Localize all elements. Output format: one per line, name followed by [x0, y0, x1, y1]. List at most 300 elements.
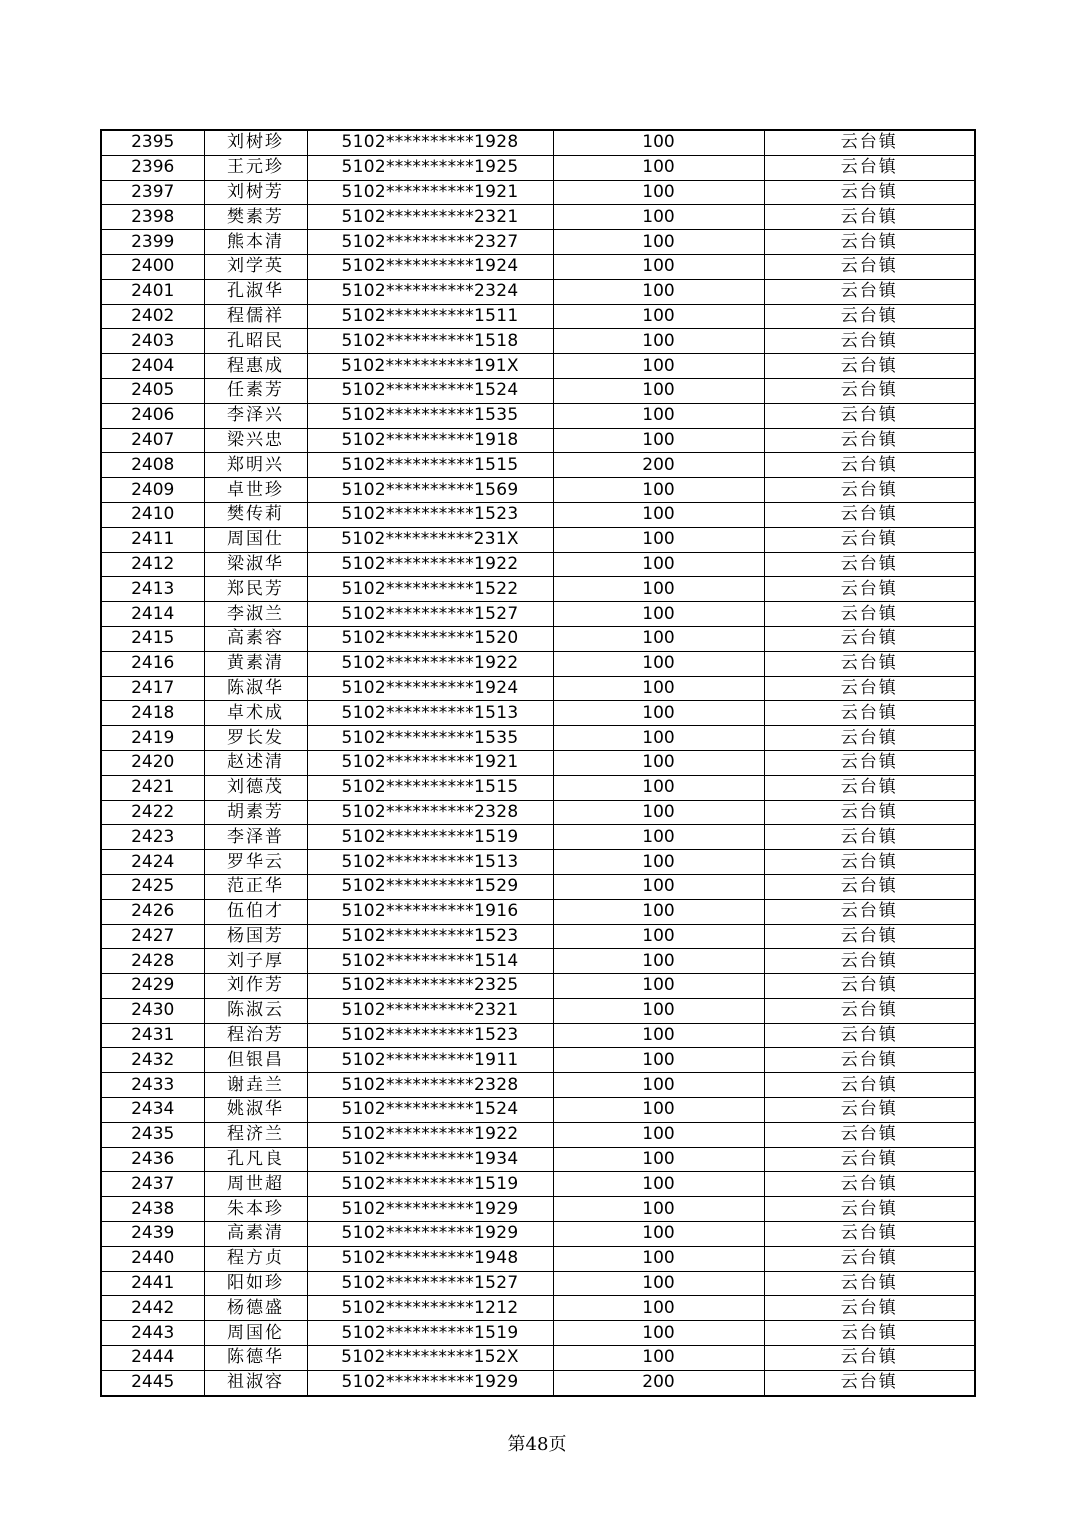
name-cell: 刘学英 — [204, 254, 307, 279]
row-number-cell: 2406 — [101, 403, 204, 428]
town-cell: 云台镇 — [764, 800, 975, 825]
id-number-cell: 5102**********1922 — [307, 651, 553, 676]
table-row — [101, 180, 975, 205]
name-cell: 任素芳 — [204, 378, 307, 403]
town-cell: 云台镇 — [764, 180, 975, 205]
name-cell: 梁淑华 — [204, 552, 307, 577]
id-number-cell: 5102**********2321 — [307, 205, 553, 230]
table-row — [101, 1346, 975, 1371]
town-cell: 云台镇 — [764, 279, 975, 304]
table-row — [101, 1370, 975, 1395]
name-cell: 郑民芳 — [204, 577, 307, 602]
row-number-cell: 2421 — [101, 775, 204, 800]
id-number-cell: 5102**********1527 — [307, 602, 553, 627]
row-number-cell: 2439 — [101, 1222, 204, 1247]
id-number-cell: 5102**********1916 — [307, 899, 553, 924]
id-number-cell: 5102**********1922 — [307, 1122, 553, 1147]
name-cell: 刘子厚 — [204, 949, 307, 974]
id-number-cell: 5102**********231X — [307, 527, 553, 552]
name-cell: 刘树珍 — [204, 130, 307, 155]
town-cell: 云台镇 — [764, 899, 975, 924]
town-cell: 云台镇 — [764, 254, 975, 279]
town-cell: 云台镇 — [764, 1246, 975, 1271]
amount-cell: 200 — [553, 453, 764, 478]
row-number-cell: 2414 — [101, 602, 204, 627]
row-number-cell: 2416 — [101, 651, 204, 676]
name-cell: 谢垚兰 — [204, 1073, 307, 1098]
name-cell: 胡素芳 — [204, 800, 307, 825]
id-number-cell: 5102**********1921 — [307, 180, 553, 205]
town-cell: 云台镇 — [764, 1023, 975, 1048]
town-cell: 云台镇 — [764, 329, 975, 354]
amount-cell: 100 — [553, 1098, 764, 1123]
row-number-cell: 2420 — [101, 750, 204, 775]
name-cell: 刘树芳 — [204, 180, 307, 205]
amount-cell: 100 — [553, 1197, 764, 1222]
id-number-cell: 5102**********1513 — [307, 850, 553, 875]
table-row — [101, 254, 975, 279]
row-number-cell: 2408 — [101, 453, 204, 478]
table-row — [101, 378, 975, 403]
town-cell: 云台镇 — [764, 354, 975, 379]
row-number-cell: 2442 — [101, 1296, 204, 1321]
name-cell: 刘作芳 — [204, 974, 307, 999]
table-row — [101, 1098, 975, 1123]
row-number-cell: 2441 — [101, 1271, 204, 1296]
town-cell: 云台镇 — [764, 1197, 975, 1222]
name-cell: 卓世珍 — [204, 478, 307, 503]
id-number-cell: 5102**********1918 — [307, 428, 553, 453]
table-row — [101, 1271, 975, 1296]
table-row — [101, 155, 975, 180]
id-number-cell: 5102**********2325 — [307, 974, 553, 999]
id-number-cell: 5102**********1523 — [307, 502, 553, 527]
amount-cell: 100 — [553, 1023, 764, 1048]
name-cell: 阳如珍 — [204, 1271, 307, 1296]
table-body — [101, 130, 975, 1396]
id-number-cell: 5102**********1529 — [307, 874, 553, 899]
id-number-cell: 5102**********1519 — [307, 825, 553, 850]
row-number-cell: 2445 — [101, 1370, 204, 1395]
name-cell: 杨德盛 — [204, 1296, 307, 1321]
table-row — [101, 800, 975, 825]
table-row — [101, 1048, 975, 1073]
name-cell: 孔凡良 — [204, 1147, 307, 1172]
table-row — [101, 651, 975, 676]
amount-cell: 100 — [553, 924, 764, 949]
town-cell: 云台镇 — [764, 378, 975, 403]
id-number-cell: 5102**********1520 — [307, 626, 553, 651]
amount-cell: 100 — [553, 1296, 764, 1321]
id-number-cell: 5102**********1925 — [307, 155, 553, 180]
row-number-cell: 2438 — [101, 1197, 204, 1222]
id-number-cell: 5102**********1921 — [307, 750, 553, 775]
row-number-cell: 2433 — [101, 1073, 204, 1098]
row-number-cell: 2403 — [101, 329, 204, 354]
amount-cell: 100 — [553, 155, 764, 180]
town-cell: 云台镇 — [764, 130, 975, 155]
table-row — [101, 1023, 975, 1048]
name-cell: 朱本珍 — [204, 1197, 307, 1222]
amount-cell: 100 — [553, 577, 764, 602]
amount-cell: 100 — [553, 850, 764, 875]
town-cell: 云台镇 — [764, 1296, 975, 1321]
name-cell: 程方贞 — [204, 1246, 307, 1271]
name-cell: 祖淑容 — [204, 1370, 307, 1395]
amount-cell: 100 — [553, 626, 764, 651]
row-number-cell: 2444 — [101, 1346, 204, 1371]
town-cell: 云台镇 — [764, 205, 975, 230]
name-cell: 程儒祥 — [204, 304, 307, 329]
town-cell: 云台镇 — [764, 1271, 975, 1296]
table-row — [101, 354, 975, 379]
row-number-cell: 2401 — [101, 279, 204, 304]
name-cell: 高素清 — [204, 1222, 307, 1247]
amount-cell: 100 — [553, 1147, 764, 1172]
table-row — [101, 502, 975, 527]
id-number-cell: 5102**********2324 — [307, 279, 553, 304]
name-cell: 樊素芳 — [204, 205, 307, 230]
town-cell: 云台镇 — [764, 1122, 975, 1147]
amount-cell: 100 — [553, 1122, 764, 1147]
table-row — [101, 527, 975, 552]
row-number-cell: 2434 — [101, 1098, 204, 1123]
amount-cell: 100 — [553, 998, 764, 1023]
id-number-cell: 5102**********1523 — [307, 924, 553, 949]
table-row — [101, 403, 975, 428]
id-number-cell: 5102**********1518 — [307, 329, 553, 354]
id-number-cell: 5102**********1523 — [307, 1023, 553, 1048]
town-cell: 云台镇 — [764, 577, 975, 602]
table-row — [101, 626, 975, 651]
amount-cell: 100 — [553, 800, 764, 825]
town-cell: 云台镇 — [764, 1321, 975, 1346]
town-cell: 云台镇 — [764, 850, 975, 875]
table-row — [101, 478, 975, 503]
amount-cell: 100 — [553, 775, 764, 800]
amount-cell: 100 — [553, 874, 764, 899]
town-cell: 云台镇 — [764, 527, 975, 552]
table-row — [101, 949, 975, 974]
row-number-cell: 2423 — [101, 825, 204, 850]
name-cell: 刘德茂 — [204, 775, 307, 800]
amount-cell: 100 — [553, 502, 764, 527]
table-row — [101, 1296, 975, 1321]
name-cell: 周世超 — [204, 1172, 307, 1197]
name-cell: 梁兴忠 — [204, 428, 307, 453]
name-cell: 王元珍 — [204, 155, 307, 180]
name-cell: 程惠成 — [204, 354, 307, 379]
id-number-cell: 5102**********1569 — [307, 478, 553, 503]
name-cell: 郑明兴 — [204, 453, 307, 478]
row-number-cell: 2430 — [101, 998, 204, 1023]
town-cell: 云台镇 — [764, 502, 975, 527]
table-row — [101, 701, 975, 726]
table-row — [101, 1122, 975, 1147]
id-number-cell: 5102**********1513 — [307, 701, 553, 726]
row-number-cell: 2399 — [101, 230, 204, 255]
amount-cell: 100 — [553, 304, 764, 329]
town-cell: 云台镇 — [764, 1073, 975, 1098]
name-cell: 范正华 — [204, 874, 307, 899]
row-number-cell: 2422 — [101, 800, 204, 825]
name-cell: 陈淑云 — [204, 998, 307, 1023]
name-cell: 姚淑华 — [204, 1098, 307, 1123]
row-number-cell: 2415 — [101, 626, 204, 651]
town-cell: 云台镇 — [764, 1048, 975, 1073]
id-number-cell: 5102**********1515 — [307, 453, 553, 478]
id-number-cell: 5102**********1922 — [307, 552, 553, 577]
table-row — [101, 726, 975, 751]
amount-cell: 100 — [553, 726, 764, 751]
name-cell: 高素容 — [204, 626, 307, 651]
row-number-cell: 2419 — [101, 726, 204, 751]
beneficiary-table — [100, 129, 976, 1397]
id-number-cell: 5102**********152X — [307, 1346, 553, 1371]
amount-cell: 100 — [553, 1246, 764, 1271]
name-cell: 陈德华 — [204, 1346, 307, 1371]
row-number-cell: 2409 — [101, 478, 204, 503]
id-number-cell: 5102**********2328 — [307, 800, 553, 825]
row-number-cell: 2395 — [101, 130, 204, 155]
name-cell: 杨国芳 — [204, 924, 307, 949]
table-row — [101, 552, 975, 577]
row-number-cell: 2425 — [101, 874, 204, 899]
amount-cell: 100 — [553, 750, 764, 775]
row-number-cell: 2437 — [101, 1172, 204, 1197]
row-number-cell: 2400 — [101, 254, 204, 279]
town-cell: 云台镇 — [764, 1370, 975, 1395]
id-number-cell: 5102**********1527 — [307, 1271, 553, 1296]
town-cell: 云台镇 — [764, 552, 975, 577]
row-number-cell: 2398 — [101, 205, 204, 230]
town-cell: 云台镇 — [764, 750, 975, 775]
id-number-cell: 5102**********1924 — [307, 254, 553, 279]
amount-cell: 100 — [553, 130, 764, 155]
table-row — [101, 230, 975, 255]
town-cell: 云台镇 — [764, 998, 975, 1023]
id-number-cell: 5102**********1524 — [307, 378, 553, 403]
name-cell: 孔昭民 — [204, 329, 307, 354]
id-number-cell: 5102**********2328 — [307, 1073, 553, 1098]
amount-cell: 100 — [553, 478, 764, 503]
id-number-cell: 5102**********1929 — [307, 1222, 553, 1247]
row-number-cell: 2443 — [101, 1321, 204, 1346]
name-cell: 孔淑华 — [204, 279, 307, 304]
table-row — [101, 205, 975, 230]
amount-cell: 100 — [553, 949, 764, 974]
amount-cell: 100 — [553, 254, 764, 279]
amount-cell: 100 — [553, 552, 764, 577]
amount-cell: 100 — [553, 1346, 764, 1371]
town-cell: 云台镇 — [764, 825, 975, 850]
table-row — [101, 1246, 975, 1271]
table-row — [101, 899, 975, 924]
amount-cell: 100 — [553, 676, 764, 701]
name-cell: 罗华云 — [204, 850, 307, 875]
town-cell: 云台镇 — [764, 478, 975, 503]
amount-cell: 100 — [553, 701, 764, 726]
table-row — [101, 453, 975, 478]
table-row — [101, 750, 975, 775]
row-number-cell: 2431 — [101, 1023, 204, 1048]
town-cell: 云台镇 — [764, 701, 975, 726]
amount-cell: 100 — [553, 1222, 764, 1247]
table-row — [101, 998, 975, 1023]
row-number-cell: 2396 — [101, 155, 204, 180]
amount-cell: 100 — [553, 974, 764, 999]
amount-cell: 200 — [553, 1370, 764, 1395]
table-row — [101, 676, 975, 701]
table-row — [101, 1147, 975, 1172]
name-cell: 樊传莉 — [204, 502, 307, 527]
id-number-cell: 5102**********1535 — [307, 726, 553, 751]
name-cell: 李泽兴 — [204, 403, 307, 428]
id-number-cell: 5102**********1515 — [307, 775, 553, 800]
town-cell: 云台镇 — [764, 453, 975, 478]
row-number-cell: 2418 — [101, 701, 204, 726]
town-cell: 云台镇 — [764, 428, 975, 453]
row-number-cell: 2404 — [101, 354, 204, 379]
name-cell: 周国伦 — [204, 1321, 307, 1346]
town-cell: 云台镇 — [764, 874, 975, 899]
row-number-cell: 2426 — [101, 899, 204, 924]
amount-cell: 100 — [553, 527, 764, 552]
row-number-cell: 2405 — [101, 378, 204, 403]
name-cell: 李泽普 — [204, 825, 307, 850]
id-number-cell: 5102**********2327 — [307, 230, 553, 255]
table-row — [101, 1172, 975, 1197]
table-row — [101, 1222, 975, 1247]
table-row — [101, 130, 975, 155]
id-number-cell: 5102**********1519 — [307, 1172, 553, 1197]
id-number-cell: 5102**********1929 — [307, 1197, 553, 1222]
table-row — [101, 825, 975, 850]
table-row — [101, 850, 975, 875]
row-number-cell: 2428 — [101, 949, 204, 974]
amount-cell: 100 — [553, 825, 764, 850]
id-number-cell: 5102**********1929 — [307, 1370, 553, 1395]
row-number-cell: 2407 — [101, 428, 204, 453]
page-number: 第48页 — [507, 1434, 567, 1455]
table-row — [101, 874, 975, 899]
table-row — [101, 329, 975, 354]
town-cell: 云台镇 — [764, 924, 975, 949]
row-number-cell: 2412 — [101, 552, 204, 577]
amount-cell: 100 — [553, 602, 764, 627]
table-row — [101, 279, 975, 304]
amount-cell: 100 — [553, 1321, 764, 1346]
id-number-cell: 5102**********1928 — [307, 130, 553, 155]
row-number-cell: 2432 — [101, 1048, 204, 1073]
town-cell: 云台镇 — [764, 1346, 975, 1371]
name-cell: 程治芳 — [204, 1023, 307, 1048]
name-cell: 卓术成 — [204, 701, 307, 726]
amount-cell: 100 — [553, 378, 764, 403]
table-row — [101, 974, 975, 999]
table-row — [101, 1073, 975, 1098]
town-cell: 云台镇 — [764, 403, 975, 428]
table-row — [101, 775, 975, 800]
row-number-cell: 2436 — [101, 1147, 204, 1172]
amount-cell: 100 — [553, 354, 764, 379]
table-row — [101, 1321, 975, 1346]
row-number-cell: 2410 — [101, 502, 204, 527]
id-number-cell: 5102**********191X — [307, 354, 553, 379]
town-cell: 云台镇 — [764, 651, 975, 676]
name-cell: 陈淑华 — [204, 676, 307, 701]
amount-cell: 100 — [553, 1271, 764, 1296]
name-cell: 周国仕 — [204, 527, 307, 552]
name-cell: 李淑兰 — [204, 602, 307, 627]
id-number-cell: 5102**********1524 — [307, 1098, 553, 1123]
row-number-cell: 2440 — [101, 1246, 204, 1271]
id-number-cell: 5102**********1522 — [307, 577, 553, 602]
town-cell: 云台镇 — [764, 676, 975, 701]
row-number-cell: 2411 — [101, 527, 204, 552]
name-cell: 熊本清 — [204, 230, 307, 255]
amount-cell: 100 — [553, 1048, 764, 1073]
row-number-cell: 2429 — [101, 974, 204, 999]
row-number-cell: 2413 — [101, 577, 204, 602]
name-cell: 赵述清 — [204, 750, 307, 775]
id-number-cell: 5102**********1911 — [307, 1048, 553, 1073]
name-cell: 罗长发 — [204, 726, 307, 751]
id-number-cell: 5102**********1934 — [307, 1147, 553, 1172]
id-number-cell: 5102**********1948 — [307, 1246, 553, 1271]
table-row — [101, 924, 975, 949]
row-number-cell: 2402 — [101, 304, 204, 329]
amount-cell: 100 — [553, 428, 764, 453]
id-number-cell: 5102**********1511 — [307, 304, 553, 329]
town-cell: 云台镇 — [764, 775, 975, 800]
town-cell: 云台镇 — [764, 155, 975, 180]
amount-cell: 100 — [553, 180, 764, 205]
town-cell: 云台镇 — [764, 1098, 975, 1123]
id-number-cell: 5102**********1519 — [307, 1321, 553, 1346]
table-row — [101, 304, 975, 329]
amount-cell: 100 — [553, 205, 764, 230]
id-number-cell: 5102**********2321 — [307, 998, 553, 1023]
row-number-cell: 2424 — [101, 850, 204, 875]
amount-cell: 100 — [553, 1172, 764, 1197]
name-cell: 但银昌 — [204, 1048, 307, 1073]
name-cell: 程济兰 — [204, 1122, 307, 1147]
name-cell: 伍伯才 — [204, 899, 307, 924]
town-cell: 云台镇 — [764, 602, 975, 627]
table-row — [101, 602, 975, 627]
row-number-cell: 2427 — [101, 924, 204, 949]
table-row — [101, 428, 975, 453]
town-cell: 云台镇 — [764, 304, 975, 329]
town-cell: 云台镇 — [764, 974, 975, 999]
id-number-cell: 5102**********1514 — [307, 949, 553, 974]
amount-cell: 100 — [553, 1073, 764, 1098]
table-row — [101, 577, 975, 602]
town-cell: 云台镇 — [764, 1222, 975, 1247]
id-number-cell: 5102**********1212 — [307, 1296, 553, 1321]
row-number-cell: 2417 — [101, 676, 204, 701]
amount-cell: 100 — [553, 230, 764, 255]
town-cell: 云台镇 — [764, 230, 975, 255]
town-cell: 云台镇 — [764, 1147, 975, 1172]
id-number-cell: 5102**********1924 — [307, 676, 553, 701]
town-cell: 云台镇 — [764, 949, 975, 974]
table-row — [101, 1197, 975, 1222]
name-cell: 黄素清 — [204, 651, 307, 676]
row-number-cell: 2397 — [101, 180, 204, 205]
amount-cell: 100 — [553, 279, 764, 304]
